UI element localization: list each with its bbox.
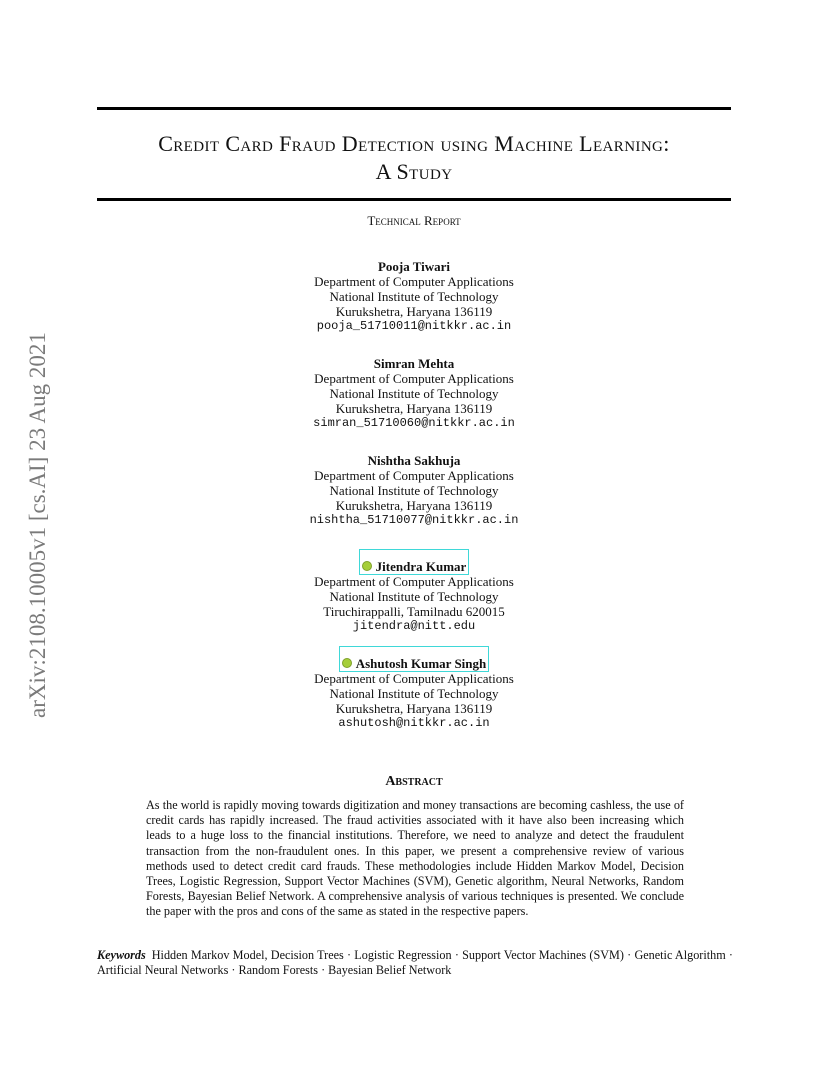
title-line-2: A Study — [375, 159, 453, 184]
title-line-1: Credit Card Fraud Detection using Machine Learning: — [158, 131, 670, 156]
author-location: Kurukshetra, Haryana 136119 — [335, 498, 493, 513]
keywords — [97, 948, 733, 978]
keywords-label: Keywords — [97, 948, 146, 962]
author-location: Kurukshetra, Haryana 136119 — [335, 401, 493, 416]
author-email[interactable]: simran_51710060@nitkkr.ac.in — [313, 416, 515, 430]
author-dept: Department of Computer Applications — [314, 274, 514, 289]
author-name: Pooja Tiwari — [377, 259, 451, 274]
orcid-icon — [342, 658, 352, 668]
author-email[interactable]: jitendra@nitt.edu — [352, 619, 476, 633]
author-block — [214, 550, 614, 634]
orcid-link[interactable] — [340, 647, 489, 671]
report-type: Technical Report — [367, 213, 461, 228]
author-location: Kurukshetra, Haryana 136119 — [335, 701, 493, 716]
author-dept: Department of Computer Applications — [314, 574, 514, 589]
author-institute: National Institute of Technology — [329, 686, 499, 701]
author-block — [214, 453, 614, 528]
author-email[interactable]: ashutosh@nitkkr.ac.in — [338, 716, 490, 730]
title-rule-bottom — [97, 198, 731, 201]
author-institute: National Institute of Technology — [329, 483, 499, 498]
author-name: Ashutosh Kumar Singh — [355, 656, 487, 671]
orcid-icon — [362, 561, 372, 571]
keywords-text: Hidden Markov Model, Decision Trees · Logistic Regression · Support Vector Machines (SVM) · Genetic Algorithm · Artificial Neural Networks · Random Forests · Bayesian Belief Network — [97, 948, 733, 978]
author-block — [214, 259, 614, 334]
author-email[interactable]: nishtha_51710077@nitkkr.ac.in — [309, 513, 519, 527]
paper-title — [80, 130, 748, 186]
author-dept: Department of Computer Applications — [314, 671, 514, 686]
author-institute: National Institute of Technology — [329, 289, 499, 304]
abstract-heading: Abstract — [385, 774, 443, 789]
abstract-text: As the world is rapidly moving towards digitization and money transactions are becoming cashless, the use of credit cards has rapidly increased. The fraud activities associated with it have also been increasing which leads to a huge loss to the financial institutions. Therefore, we need to analyze and detect the fraudulent transaction from the non-fraudulent ones. In this paper, we present a comprehensive review of various methods used to detect credit card frauds. These methodologies include Hidden Markov Model, Decision Trees, Logistic Regression, Support Vector Machines (SVM), Genetic algorithm, Neural Networks, Random Forests, Bayesian Belief Network. A comprehensive analysis of various techniques is presented. We conclude the paper with the pros and cons of the same as stated in the respective papers. — [146, 798, 684, 919]
author-dept: Department of Computer Applications — [314, 371, 514, 386]
author-location: Kurukshetra, Haryana 136119 — [335, 304, 493, 319]
author-block — [214, 647, 614, 731]
author-institute: National Institute of Technology — [329, 589, 499, 604]
author-dept: Department of Computer Applications — [314, 468, 514, 483]
author-name: Jitendra Kumar — [375, 559, 467, 574]
author-email[interactable]: pooja_51710011@nitkkr.ac.in — [316, 319, 512, 333]
title-rule-top — [97, 107, 731, 110]
author-block — [214, 356, 614, 431]
author-name: Simran Mehta — [373, 356, 455, 371]
author-name: Nishtha Sakhuja — [367, 453, 461, 468]
arxiv-identifier[interactable]: arXiv:2108.10005v1 [cs.AI] 23 Aug 2021 — [25, 332, 50, 718]
orcid-link[interactable] — [360, 550, 469, 574]
author-institute: National Institute of Technology — [329, 386, 499, 401]
author-location: Tiruchirappalli, Tamilnadu 620015 — [323, 604, 505, 619]
